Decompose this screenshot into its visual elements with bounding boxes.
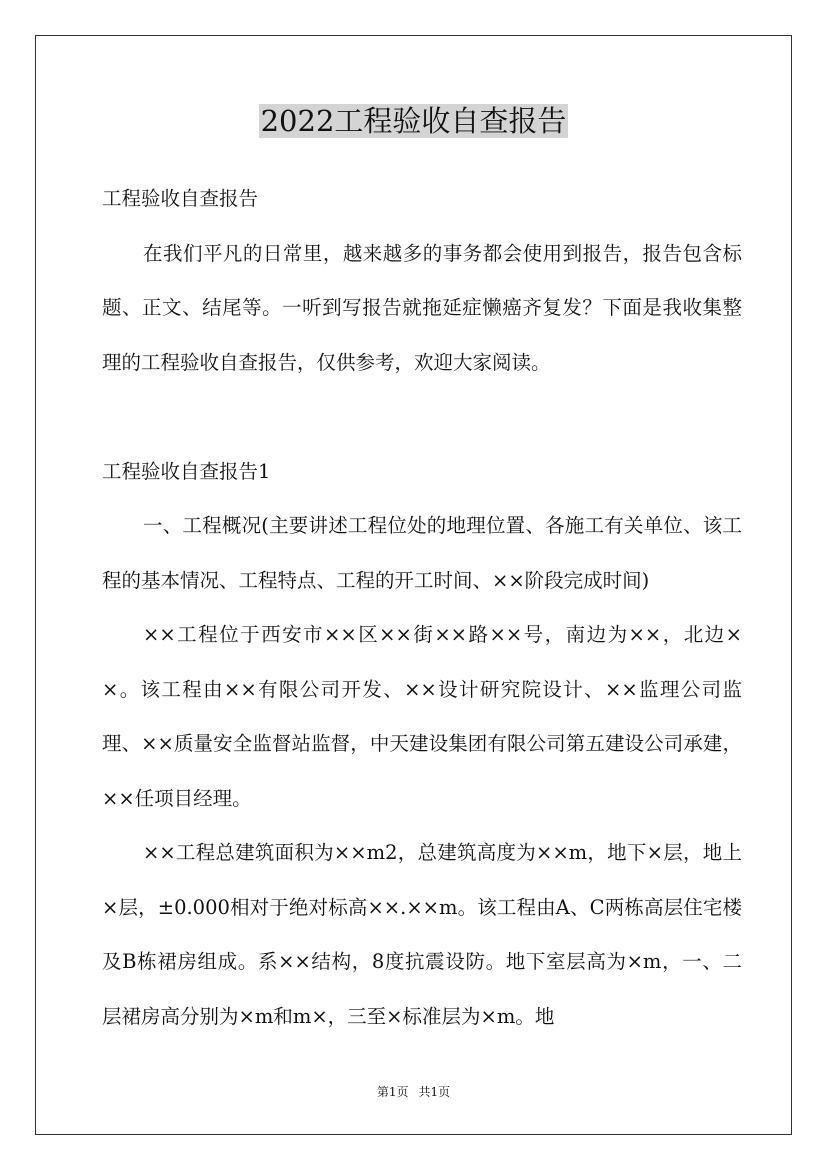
location-paragraph: ××工程位于西安市××区××街××路××号，南边为××，北边××。该工程由××有限公司开发、××设计研究院设计、××监理公司监理、××质量安全监督站监督，中天建设集团有限公司第五建设公司承建，××任项目经理。 — [102, 623, 742, 810]
page-total: 共1页 — [418, 1085, 451, 1099]
document-body — [102, 172, 742, 1044]
document-title-text: 2022工程验收自查报告 — [260, 104, 567, 138]
report-heading: 工程验收自查报告1 — [102, 459, 271, 483]
overview-paragraph: 一、工程概况(主要讲述工程位处的地理位置、各施工有关单位、该工程的基本情况、工程特点、工程的开工时间、××阶段完成时间) — [102, 514, 742, 592]
document-title — [0, 100, 827, 142]
intro-paragraph: 在我们平凡的日常里，越来越多的事务都会使用到报告，报告包含标题、正文、结尾等。一听到写报告就拖延症懒癌齐复发？下面是我收集整理的工程验收自查报告，仅供参考，欢迎大家阅读。 — [102, 241, 742, 374]
page-footer — [0, 1082, 827, 1102]
section-heading: 工程验收自查报告 — [102, 187, 259, 210]
area-paragraph: ××工程总建筑面积为××m2，总建筑高度为××m，地下×层，地上×层，±0.000相对于绝对标高××.××m。该工程由A、C两栋高层住宅楼及B栋裙房组成。系××结构，8度抗震设防。地下室层高为×m，一、二层裙房高分别为×m和m×，三至×标准层为×m。地 — [102, 841, 742, 1028]
page-number: 第1页 — [376, 1085, 409, 1099]
